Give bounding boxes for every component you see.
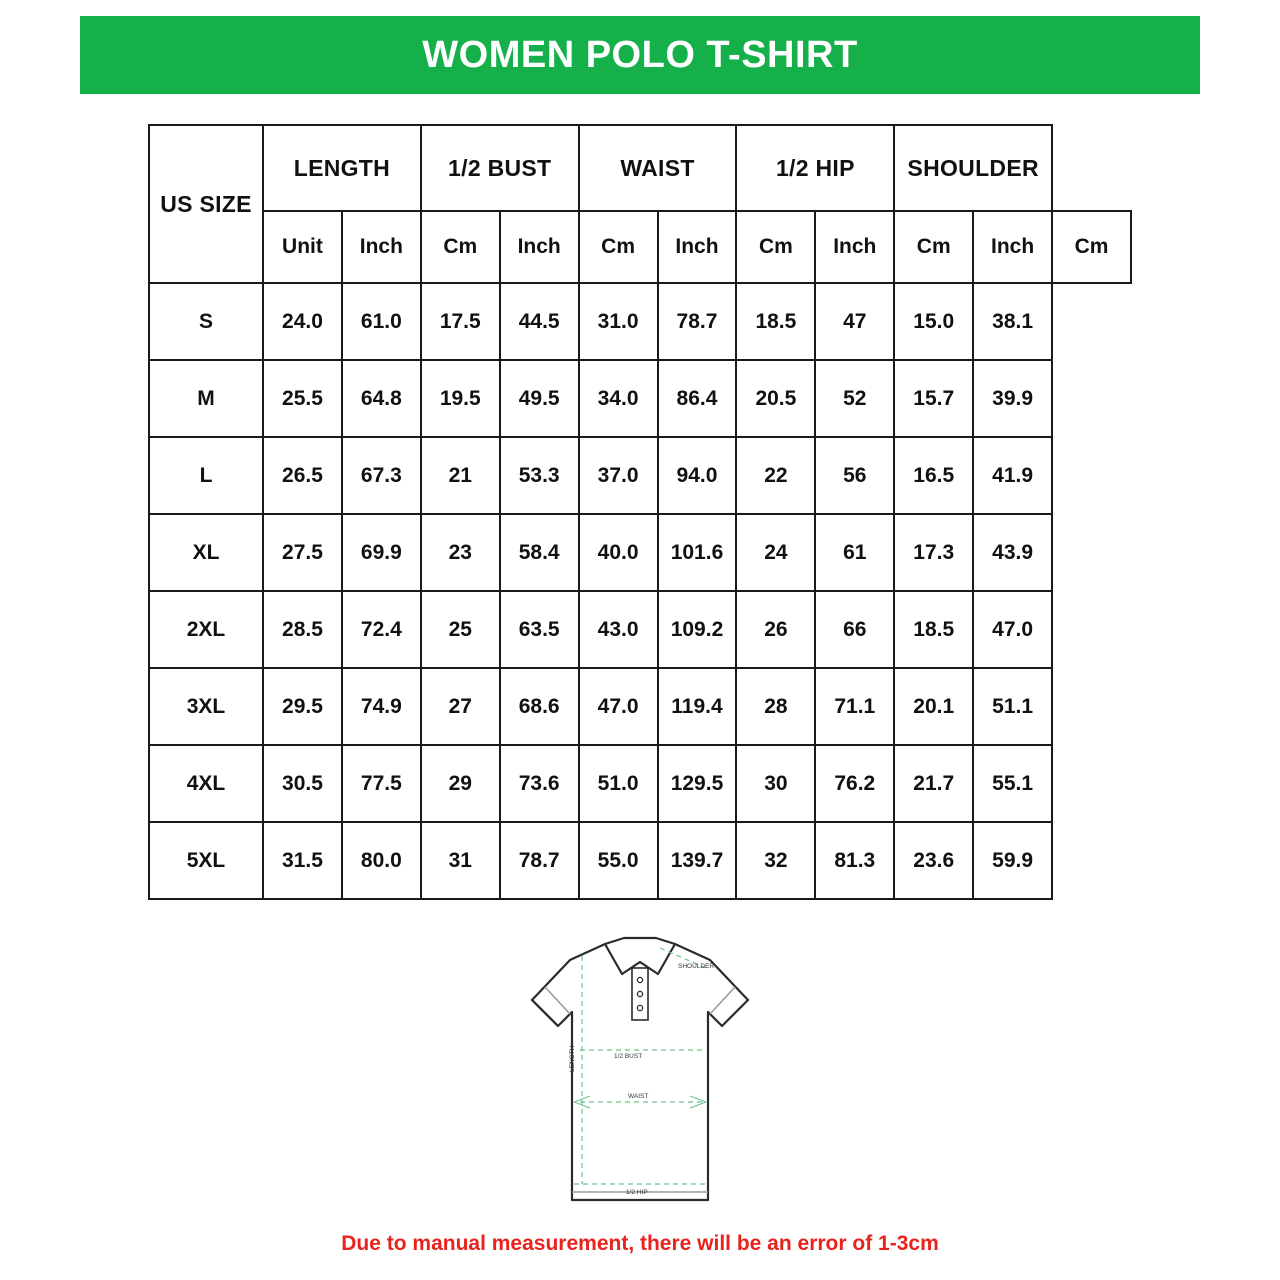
cell-size: M [149, 360, 263, 437]
cell-hip-cm: 66 [815, 591, 894, 668]
cell-shoulder-inch: 18.5 [894, 591, 973, 668]
cell-length-inch: 26.5 [263, 437, 342, 514]
cell-waist-cm: 101.6 [658, 514, 737, 591]
cell-waist-inch: 43.0 [579, 591, 658, 668]
cell-hip-cm: 76.2 [815, 745, 894, 822]
cell-waist-inch: 34.0 [579, 360, 658, 437]
cell-hip-inch: 30 [736, 745, 815, 822]
cell-hip-cm: 81.3 [815, 822, 894, 899]
header-half-bust: 1/2 BUST [421, 125, 579, 211]
cell-waist-cm: 119.4 [658, 668, 737, 745]
cell-length-inch: 25.5 [263, 360, 342, 437]
cell-bust-cm: 53.3 [500, 437, 579, 514]
group-header-row [149, 125, 1131, 211]
cell-shoulder-cm: 47.0 [973, 591, 1052, 668]
diagram-label-length: LENGTH [569, 1045, 576, 1072]
garment-diagram-container [80, 922, 1200, 1222]
cell-shoulder-inch: 23.6 [894, 822, 973, 899]
cell-waist-cm: 109.2 [658, 591, 737, 668]
cell-hip-inch: 26 [736, 591, 815, 668]
cell-bust-inch: 21 [421, 437, 500, 514]
cell-length-inch: 29.5 [263, 668, 342, 745]
cell-waist-cm: 139.7 [658, 822, 737, 899]
cell-hip-inch: 28 [736, 668, 815, 745]
cell-bust-inch: 23 [421, 514, 500, 591]
cell-length-inch: 28.5 [263, 591, 342, 668]
cell-bust-cm: 78.7 [500, 822, 579, 899]
unit-length-cm: Cm [421, 211, 500, 283]
cell-length-cm: 74.9 [342, 668, 421, 745]
cell-hip-cm: 47 [815, 283, 894, 360]
cell-length-cm: 61.0 [342, 283, 421, 360]
unit-hip-inch: Inch [815, 211, 894, 283]
table-row [149, 360, 1131, 437]
cell-shoulder-cm: 38.1 [973, 283, 1052, 360]
cell-shoulder-cm: 55.1 [973, 745, 1052, 822]
table-row [149, 591, 1131, 668]
cell-hip-cm: 56 [815, 437, 894, 514]
unit-hip-cm: Cm [894, 211, 973, 283]
cell-length-cm: 80.0 [342, 822, 421, 899]
cell-length-cm: 69.9 [342, 514, 421, 591]
header-shoulder: SHOULDER [894, 125, 1052, 211]
page-title: WOMEN POLO T-SHIRT [422, 33, 858, 76]
table-row [149, 668, 1131, 745]
unit-length-inch: Inch [342, 211, 421, 283]
header-us-size: US SIZE [149, 125, 263, 283]
table-row [149, 283, 1131, 360]
unit-label: Unit [263, 211, 342, 283]
cell-length-cm: 77.5 [342, 745, 421, 822]
polo-shirt-icon [510, 922, 770, 1222]
cell-hip-inch: 24 [736, 514, 815, 591]
diagram-label-waist: WAIST [628, 1093, 649, 1100]
cell-size: 4XL [149, 745, 263, 822]
unit-waist-cm: Cm [736, 211, 815, 283]
diagram-label-half-bust: 1/2 BUST [614, 1053, 643, 1060]
cell-shoulder-cm: 41.9 [973, 437, 1052, 514]
cell-waist-inch: 31.0 [579, 283, 658, 360]
size-table-container [148, 124, 1132, 900]
cell-bust-cm: 44.5 [500, 283, 579, 360]
cell-bust-inch: 19.5 [421, 360, 500, 437]
polo-shirt-diagram [510, 922, 770, 1222]
cell-shoulder-cm: 43.9 [973, 514, 1052, 591]
cell-length-cm: 64.8 [342, 360, 421, 437]
cell-bust-cm: 49.5 [500, 360, 579, 437]
cell-waist-inch: 47.0 [579, 668, 658, 745]
cell-length-cm: 72.4 [342, 591, 421, 668]
cell-size: 3XL [149, 668, 263, 745]
measurement-note: Due to manual measurement, there will be an error of 1-3cm [341, 1232, 939, 1255]
cell-shoulder-inch: 21.7 [894, 745, 973, 822]
cell-hip-cm: 61 [815, 514, 894, 591]
table-row [149, 514, 1131, 591]
cell-bust-cm: 58.4 [500, 514, 579, 591]
cell-size: 2XL [149, 591, 263, 668]
cell-waist-inch: 37.0 [579, 437, 658, 514]
header-length: LENGTH [263, 125, 421, 211]
cell-waist-inch: 40.0 [579, 514, 658, 591]
unit-shoulder-cm: Cm [1052, 211, 1131, 283]
cell-bust-inch: 25 [421, 591, 500, 668]
unit-header-row [149, 211, 1131, 283]
cell-shoulder-inch: 15.7 [894, 360, 973, 437]
table-row [149, 437, 1131, 514]
cell-size: S [149, 283, 263, 360]
diagram-label-half-hip: 1/2 HIP [626, 1189, 648, 1196]
cell-shoulder-inch: 20.1 [894, 668, 973, 745]
title-banner [80, 16, 1200, 94]
cell-hip-inch: 18.5 [736, 283, 815, 360]
cell-length-inch: 27.5 [263, 514, 342, 591]
cell-hip-inch: 32 [736, 822, 815, 899]
table-body [149, 283, 1131, 899]
header-waist: WAIST [579, 125, 737, 211]
cell-length-inch: 31.5 [263, 822, 342, 899]
cell-shoulder-cm: 39.9 [973, 360, 1052, 437]
cell-hip-inch: 22 [736, 437, 815, 514]
table-row [149, 822, 1131, 899]
size-table [148, 124, 1132, 900]
cell-waist-inch: 51.0 [579, 745, 658, 822]
cell-shoulder-inch: 15.0 [894, 283, 973, 360]
cell-shoulder-cm: 51.1 [973, 668, 1052, 745]
table-head [149, 125, 1131, 283]
cell-waist-cm: 129.5 [658, 745, 737, 822]
cell-bust-inch: 31 [421, 822, 500, 899]
cell-bust-cm: 63.5 [500, 591, 579, 668]
cell-bust-inch: 29 [421, 745, 500, 822]
cell-bust-inch: 17.5 [421, 283, 500, 360]
cell-shoulder-inch: 16.5 [894, 437, 973, 514]
unit-waist-inch: Inch [658, 211, 737, 283]
cell-waist-cm: 78.7 [658, 283, 737, 360]
cell-shoulder-cm: 59.9 [973, 822, 1052, 899]
unit-bust-inch: Inch [500, 211, 579, 283]
cell-bust-cm: 68.6 [500, 668, 579, 745]
cell-size: L [149, 437, 263, 514]
header-half-hip: 1/2 HIP [736, 125, 894, 211]
unit-shoulder-inch: Inch [973, 211, 1052, 283]
cell-length-inch: 24.0 [263, 283, 342, 360]
table-row [149, 745, 1131, 822]
cell-length-cm: 67.3 [342, 437, 421, 514]
cell-size: XL [149, 514, 263, 591]
unit-bust-cm: Cm [579, 211, 658, 283]
cell-bust-cm: 73.6 [500, 745, 579, 822]
cell-hip-cm: 71.1 [815, 668, 894, 745]
cell-size: 5XL [149, 822, 263, 899]
cell-hip-inch: 20.5 [736, 360, 815, 437]
cell-length-inch: 30.5 [263, 745, 342, 822]
cell-waist-inch: 55.0 [579, 822, 658, 899]
cell-shoulder-inch: 17.3 [894, 514, 973, 591]
cell-waist-cm: 86.4 [658, 360, 737, 437]
cell-bust-inch: 27 [421, 668, 500, 745]
cell-hip-cm: 52 [815, 360, 894, 437]
diagram-label-shoulder: SHOULDER [678, 963, 715, 970]
cell-waist-cm: 94.0 [658, 437, 737, 514]
